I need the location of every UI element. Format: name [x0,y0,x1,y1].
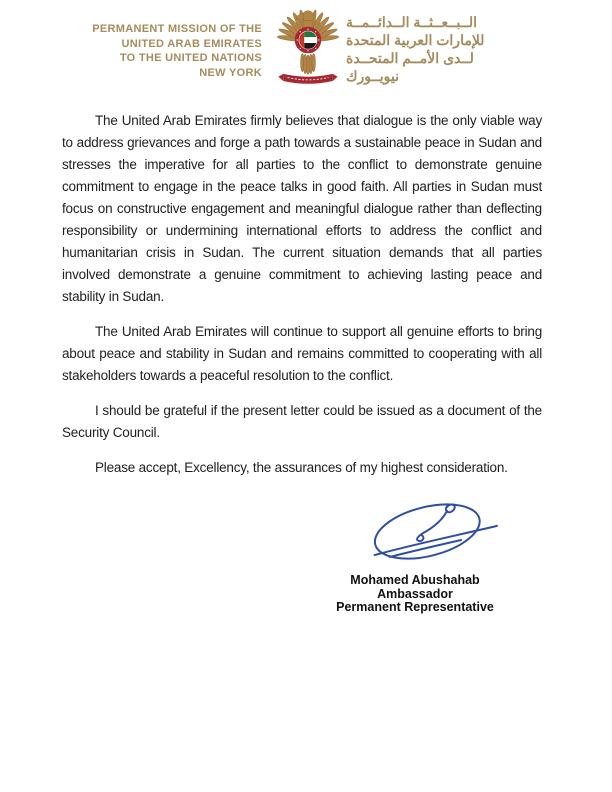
mission-name-line-ar: لــدى الأمــم المتحــدة [346,50,474,66]
emblem-banner [278,74,337,84]
uae-falcon-emblem-icon [276,9,340,88]
mission-name-line-ar: للإمارات العربية المتحدة [346,32,485,48]
body-paragraph-2: The United Arab Emirates will continue to support all genuine efforts to bring about peace and stability in Sudan and remains committed to cooperating with all stakeholders towards a peaceful resolution to the conflict. [62,324,542,383]
mission-name-english [62,22,262,81]
body-paragraph-3: I should be grateful if the present letter could be issued as a document of the Security Council. [62,403,542,440]
body-paragraph-4: Please accept, Excellency, the assurances of my highest consideration. [95,460,508,475]
letter-body [62,110,542,615]
mission-name-line: NEW YORK [199,67,262,80]
emblem-flag-disc [296,29,319,52]
mission-name-line-ar: الــبــعــثــة الــدائــمــة [346,14,478,30]
signatory-title: Ambassador [377,586,453,601]
falcon-tail [301,53,316,74]
signature-ink-icon [358,492,506,572]
mission-name-line: PERMANENT MISSION OF THE [92,23,262,35]
mission-name-line: TO THE UNITED NATIONS [119,52,262,65]
signature-block [300,492,530,615]
mission-name-line-ar: نيويــورك [346,68,399,84]
signatory-name: Mohamed Abushahab [350,573,480,587]
mission-name-arabic [346,13,530,85]
mission-name-line: UNITED ARAB EMIRATES [121,37,262,50]
signatory-role: Permanent Representative [336,600,494,614]
body-paragraph-1: The United Arab Emirates firmly believes that dialogue is the only viable way to address grievances and forge a path towards a sustainable peace in Sudan and stresses the imperative for all parties to the conflict to demonstrate genuine commitment to engage in the peace talks in good faith. All parties in Sudan must focus on constructive engagement and meaningful dialogue rather than deflecting responsibility or undermining international efforts to address the conflict and humanitarian crisis in Sudan. The current situation demands that all parties involved demonstrate a genuine commitment to achieving lasting peace and stability in Sudan. [62,113,542,304]
